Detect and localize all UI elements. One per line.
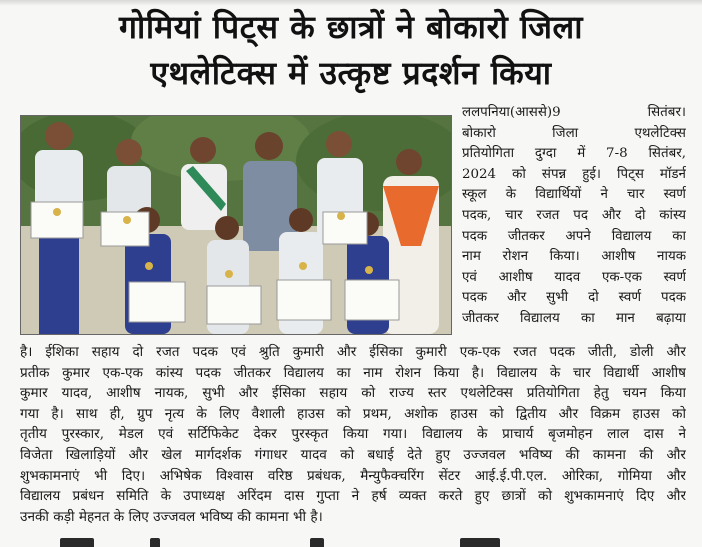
intro-line: पदक, चार रजत पद और दो कांस्य (462, 207, 686, 223)
headline-line-2: एथलेटिक्स में उत्कृष्ट प्रदर्शन किया (150, 54, 552, 92)
intro-line: ललपनिया(आससे)9 सितंबर। (462, 105, 686, 120)
body-line: विजेता खिलाड़ियों और खेल मार्गदर्शक गंगाधर यादव को बधाई देते हुए उज्जवल भविष्य की कामना की और (20, 446, 686, 463)
group-photo (20, 115, 452, 335)
body-line: प्रतीक कुमार एक-एक कांस्य पदक जीतकर विद्यालय का नाम रोशन किया है। विद्यालय के चार विद्यार्थी आशीष (20, 364, 686, 381)
next-article-cut-edge (0, 538, 702, 547)
intro-line: पदक जीतकर अपने विद्यालय का (462, 228, 686, 244)
body-line: उनकी कड़ी मेहनत के लिए उज्जवल भविष्य की कामना भी है। (20, 508, 323, 525)
intro-line: प्रतियोगिता दुग्दा में 7-8 सितंबर, (462, 146, 686, 162)
body-line: विद्यालय प्रबंधन समिति के उपाध्यक्ष अरिंदम दास गुप्ता ने हर्ष व्यक्त करते हुए छात्रों को शुभकामनाएं दिए और (20, 488, 686, 505)
intro-line: बोकारो जिला एथलेटिक्स (462, 125, 686, 141)
intro-line: जीतकर विद्यालय का मान बढ़ाया (462, 310, 686, 326)
article-headline (0, 4, 702, 96)
body-line: शुभकामनाएं भी दिए। अभिषेक विश्वास वरिष्ठ प्रबंधक, मैन्युफैक्चरिंग सेंटर आई.ई.पी.एल. ओरिका, गोमिया और (20, 467, 686, 484)
body-line: है। ईशिका सहाय दो रजत पदक एवं श्रुति कुमारी और ईसिका कुमारी एक-एक रजत पदक जीती, डोली और (20, 344, 686, 360)
article-intro-column (462, 103, 686, 330)
body-line: कुमार यादव, आशीष नायक, सुभी और ईसिका सहाय को राज्य स्तर एथलेटिक्स प्रतियोगिता हेतु चयन किया (20, 385, 686, 402)
intro-line: नाम रोशन किया। आशीष नायक (462, 249, 686, 265)
body-line: गया है। साथ ही, ग्रुप नृत्य के लिए वैशाली हाउस को प्रथम, अशोक हाउस को द्वितीय और विक्रम हाउस को (20, 405, 686, 422)
body-line: तृतीय पुरस्कार, मेडल एवं सर्टिफिकेट देकर पुरस्कृत किया गया। विद्यालय के प्राचार्य बृजमोहन लाल दास ने (20, 426, 686, 443)
intro-line: स्कूल के विद्यार्थियों ने चार स्वर्ण (462, 187, 686, 203)
article-body (20, 342, 686, 527)
headline-line-1: गोमियां पिट्स के छात्रों ने बोकारो जिला (119, 8, 583, 46)
intro-line: एवं आशीष यादव एक-एक स्वर्ण (462, 269, 686, 285)
intro-line: 2024 को संपन्न हुई। पिट्स मॉडर्न (462, 166, 686, 182)
intro-line: पदक और सुभी दो स्वर्ण पदक (462, 290, 686, 306)
group-photo-illustration (21, 116, 451, 334)
